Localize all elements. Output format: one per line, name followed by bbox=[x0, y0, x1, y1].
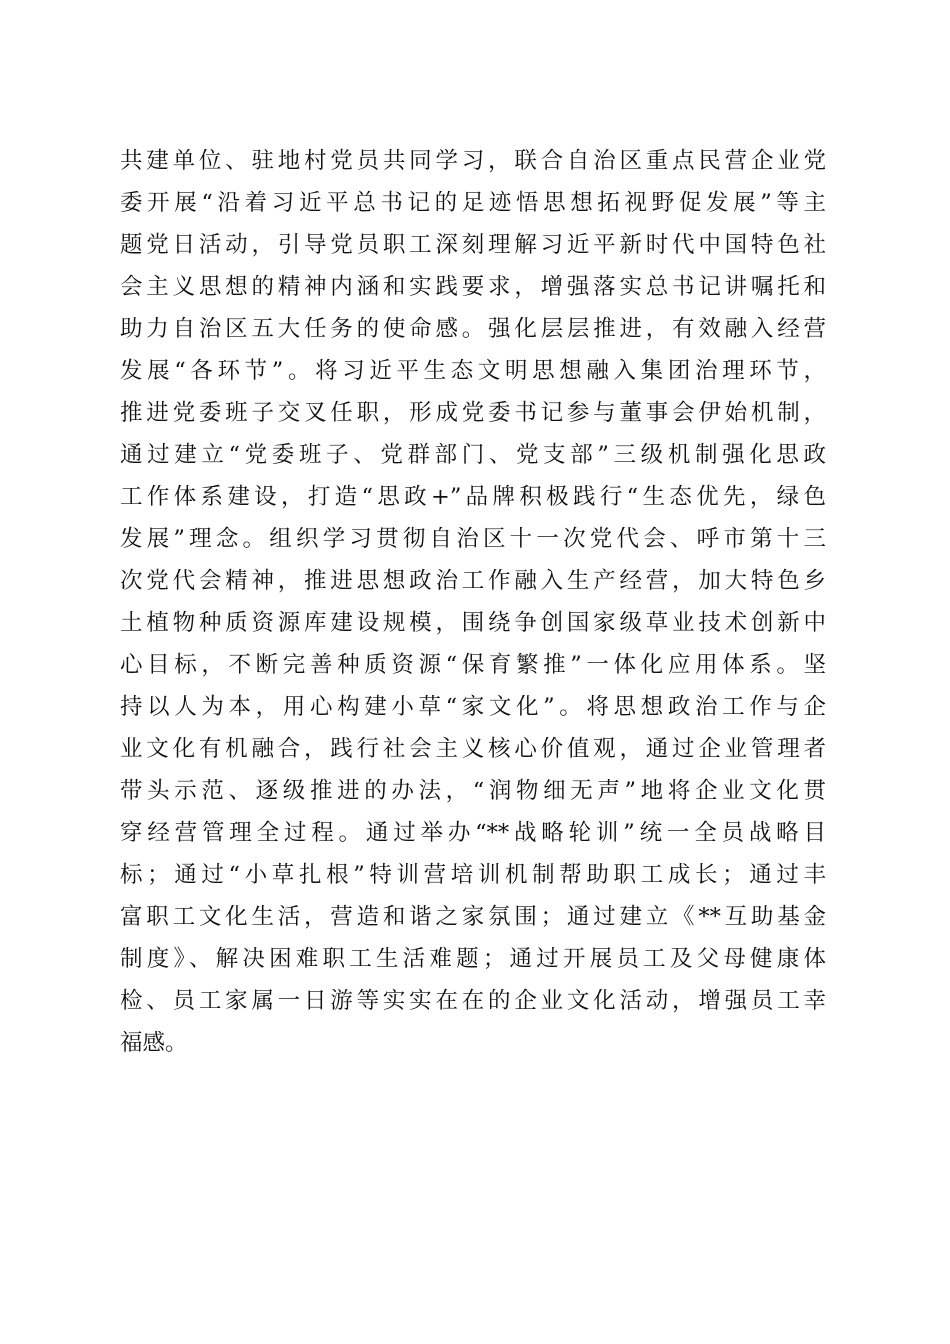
text-line-6: 发展“各环节”。将习近平生态文明思想融入集团治理环节， bbox=[120, 358, 826, 384]
text-line-12: 土植物种质资源库建设规模，围绕争创国家级草业技术创新中 bbox=[120, 610, 826, 636]
text-line-9: 工作体系建设，打造“思政+”品牌积极践行“生态优先，绿色 bbox=[120, 484, 826, 510]
text-line-2: 委开展“沿着习近平总书记的足迹悟思想拓视野促发展”等主 bbox=[120, 190, 826, 216]
text-line-1: 共建单位、驻地村党员共同学习，联合自治区重点民营企业党 bbox=[120, 148, 826, 174]
text-line-16: 带头示范、逐级推进的办法，“润物细无声”地将企业文化贯 bbox=[120, 778, 826, 804]
text-line-21: 检、员工家属一日游等实实在在的企业文化活动，增强员工幸 bbox=[120, 988, 826, 1014]
text-line-8: 通过建立“党委班子、党群部门、党支部”三级机制强化思政 bbox=[120, 442, 826, 468]
text-line-4: 会主义思想的精神内涵和实践要求，增强落实总书记讲嘱托和 bbox=[120, 274, 826, 300]
text-line-20: 制度》、解决困难职工生活难题；通过开展员工及父母健康体 bbox=[120, 946, 826, 972]
text-line-19: 富职工文化生活，营造和谐之家氛围；通过建立《**互助基金 bbox=[120, 904, 826, 930]
text-line-13: 心目标，不断完善种质资源“保育繁推”一体化应用体系。坚 bbox=[120, 652, 826, 678]
text-line-18: 标；通过“小草扎根”特训营培训机制帮助职工成长；通过丰 bbox=[120, 862, 826, 888]
text-line-15: 业文化有机融合，践行社会主义核心价值观，通过企业管理者 bbox=[120, 736, 826, 762]
text-line-3: 题党日活动，引导党员职工深刻理解习近平新时代中国特色社 bbox=[120, 232, 826, 258]
text-line-10: 发展”理念。组织学习贯彻自治区十一次党代会、呼市第十三 bbox=[120, 526, 826, 552]
text-line-7: 推进党委班子交叉任职，形成党委书记参与董事会伊始机制， bbox=[120, 400, 826, 426]
text-line-17: 穿经营管理全过程。通过举办“**战略轮训”统一全员战略目 bbox=[120, 820, 826, 846]
text-line-22: 福感。 bbox=[120, 1030, 188, 1056]
body-paragraph bbox=[120, 140, 826, 1064]
text-line-14: 持以人为本，用心构建小草“家文化”。将思想政治工作与企 bbox=[120, 694, 826, 720]
text-line-11: 次党代会精神，推进思想政治工作融入生产经营，加大特色乡 bbox=[120, 568, 826, 594]
text-line-5: 助力自治区五大任务的使命感。强化层层推进，有效融入经营 bbox=[120, 316, 826, 342]
